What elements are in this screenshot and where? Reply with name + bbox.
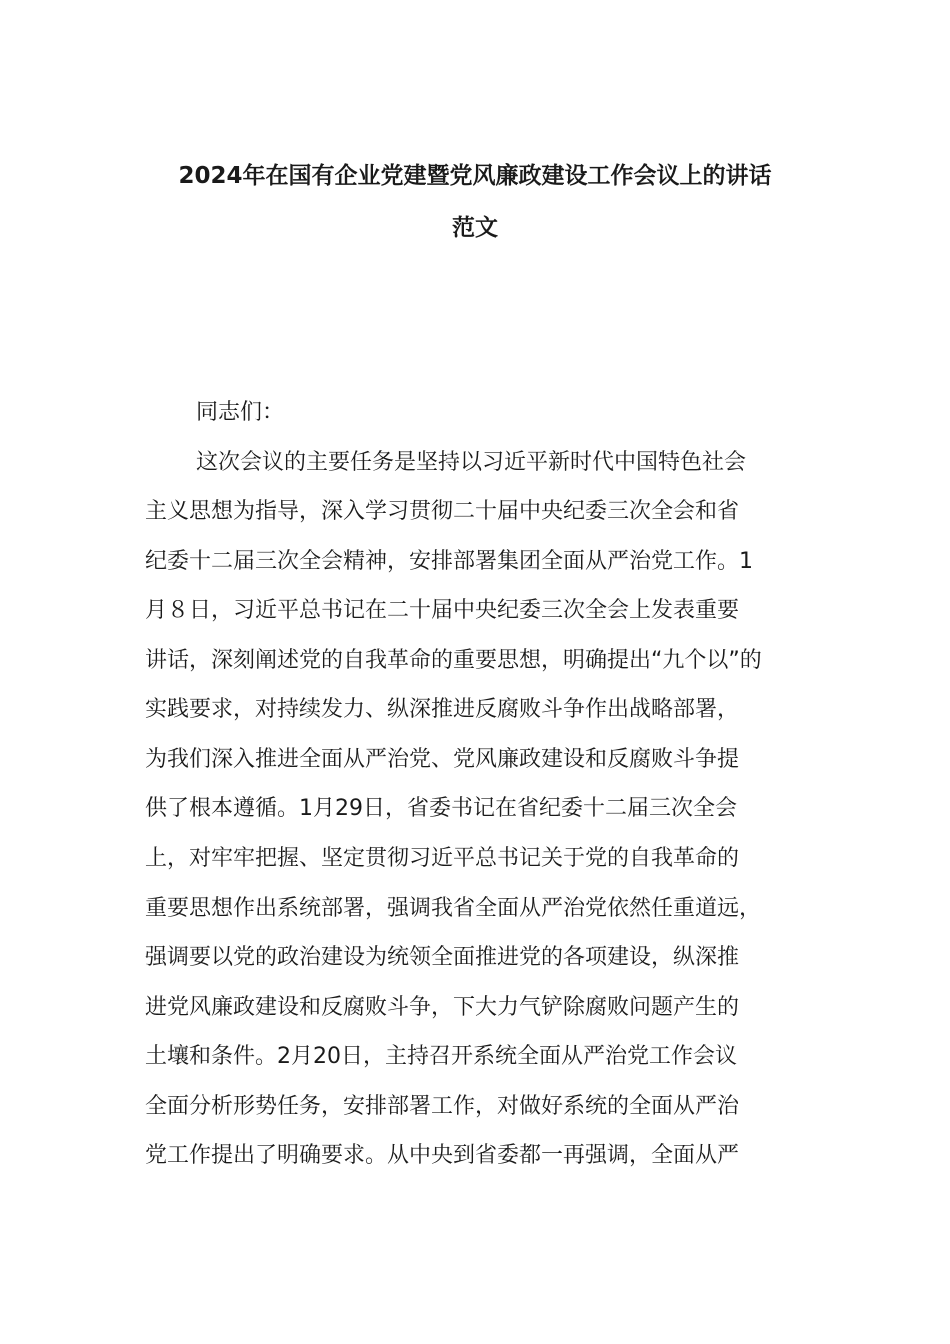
paragraph-line: 纪委十二届三次全会精神，安排部署集团全面从严治党工作。1	[145, 549, 753, 574]
paragraph-line: 重要思想作出系统部署，强调我省全面从严治党依然任重道远，	[145, 896, 762, 921]
paragraph-line: 主义思想为指导，深入学习贯彻二十届中央纪委三次全会和省	[145, 499, 740, 524]
paragraph-line: 实践要求，对持续发力、纵深推进反腐败斗争作出战略部署，	[145, 697, 740, 722]
paragraph-line: 讲话，深刻阐述党的自我革命的重要思想，明确提出“九个以”的	[145, 648, 762, 673]
paragraph-line: 党工作提出了明确要求。从中央到省委都一再强调，全面从严	[145, 1143, 740, 1168]
paragraph-line: 土壤和条件。2月20日，主持召开系统全面从严治党工作会议	[145, 1044, 737, 1069]
document-title-line-1: 2024年在国有企业党建暨党风廉政建设工作会议上的讲话	[178, 163, 772, 189]
paragraph-line: 月８日，习近平总书记在二十届中央纪委三次全会上发表重要	[145, 598, 740, 623]
paragraph-line: 供了根本遵循。1月29日，省委书记在省纪委十二届三次全会	[145, 796, 737, 821]
paragraph-line: 上，对牢牢把握、坚定贯彻习近平总书记关于党的自我革命的	[145, 846, 740, 871]
paragraph-line: 强调要以党的政治建设为统领全面推进党的各项建设，纵深推	[145, 945, 740, 970]
paragraph-line: 这次会议的主要任务是坚持以习近平新时代中国特色社会	[196, 450, 747, 475]
document-title-line-2: 范文	[452, 215, 498, 241]
paragraph-line: 为我们深入推进全面从严治党、党风廉政建设和反腐败斗争提	[145, 747, 740, 772]
paragraph-line: 进党风廉政建设和反腐败斗争，下大力气铲除腐败问题产生的	[145, 995, 740, 1020]
salutation: 同志们：	[196, 400, 285, 425]
paragraph-line: 全面分析形势任务，安排部署工作，对做好系统的全面从严治	[145, 1094, 740, 1119]
